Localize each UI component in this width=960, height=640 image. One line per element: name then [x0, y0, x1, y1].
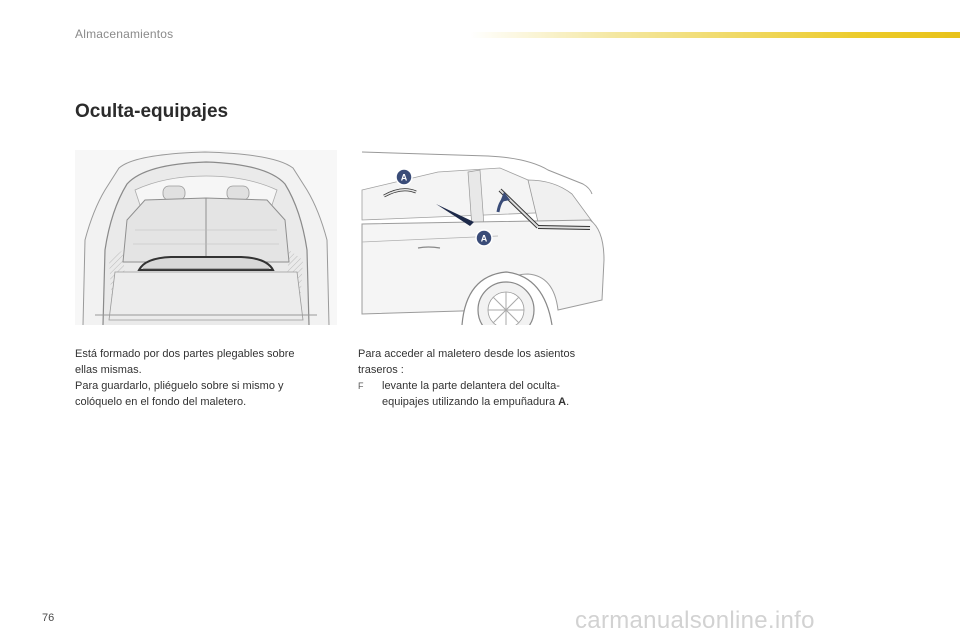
text-line: ellas mismas. [75, 364, 142, 376]
bullet-marker: F [358, 381, 364, 391]
page-number: 76 [42, 612, 55, 624]
text-line: colóquelo en el fondo del maletero. [75, 396, 247, 408]
text-line: Para guardarlo, pliéguelo sobre si mismo y [75, 380, 284, 392]
bullet-text [382, 378, 569, 410]
watermark: carmanualsonline.info [575, 607, 815, 634]
section-header: Almacenamientos [75, 27, 174, 41]
text-line: Para acceder al maletero desde los asientos [358, 348, 576, 360]
callout-a-top: A [400, 172, 408, 183]
page-title: Oculta-equipajes [75, 101, 229, 122]
handle-label: A [558, 396, 567, 408]
trunk-interior-illustration [75, 150, 337, 325]
callout-a-bottom: A [480, 233, 488, 244]
left-text-column [75, 346, 337, 410]
text-line [382, 394, 569, 410]
text-fragment: . [566, 396, 570, 408]
right-text-column [358, 346, 620, 410]
side-view-illustration [358, 150, 615, 325]
text-line: Está formado por dos partes plegables sobre [75, 348, 295, 360]
text-line: levante la parte delantera del oculta- [382, 380, 560, 392]
text-line: traseros : [358, 364, 404, 376]
bullet-item [358, 378, 620, 410]
text-fragment: equipajes utilizando la empuñadura [382, 396, 559, 408]
header-accent-bar [470, 32, 960, 38]
